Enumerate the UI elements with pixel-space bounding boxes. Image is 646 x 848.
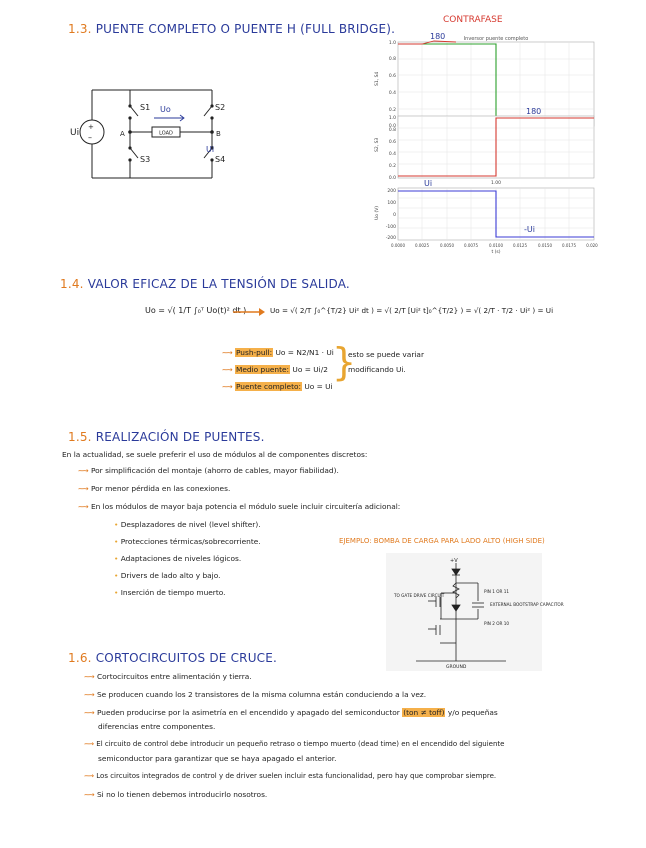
half-bridge-label: Medio puente: (235, 365, 290, 374)
ytick: -100 (385, 225, 396, 230)
ton-toff-highlight: (ton ≠ toff) (403, 708, 445, 717)
node-b: B (216, 130, 221, 138)
xtick: 0.0100 (489, 243, 503, 248)
ytick: 0.4 (388, 91, 396, 96)
ytick: 0.8 (388, 128, 396, 133)
plot-s2-s3 (374, 107, 594, 186)
push-pull-eq: Uo = N2/N1 · Ui (275, 348, 334, 357)
ylabel-2: S2, S3 (375, 137, 380, 152)
note-line-2: modificando Ui. (348, 365, 406, 374)
sub-bullet: • Desplazadores de nivel (level shifter). (114, 520, 261, 529)
s16-bullet-3-tail: y/o pequeñas (447, 708, 498, 717)
note-line-1: esto se puede variar (348, 350, 424, 359)
switch-s1 (130, 106, 138, 116)
heading-1-6-number: 1.6. (68, 651, 92, 665)
bootstrap-diagram (386, 553, 564, 671)
vcc-label: +V (450, 558, 458, 564)
s16-bullet-6-text: Si no lo tienen debemos introducirlo nosotros. (96, 790, 268, 799)
xlabel: t (s) (491, 250, 501, 255)
ytick: 1.0 (388, 41, 396, 46)
ytick: -200 (385, 236, 396, 241)
pin1-label: PIN 1 OR 11 (484, 589, 510, 594)
s16-bullet-6: ⟿ Si no lo tienen debemos introducirlo nosotros. (84, 790, 268, 799)
full-bridge-circuit (62, 70, 232, 200)
heading-1-5-number: 1.5. (68, 430, 92, 444)
plot-uo (374, 179, 598, 255)
s16-bullet-1: ⟿ Cortocircuitos entre alimentación y tierra. (84, 672, 252, 681)
uo-annotation: Uo (160, 105, 171, 114)
xtick: 0.0125 (513, 243, 527, 248)
ui-annotation: Ui (206, 145, 215, 154)
s16-bullet-3: ⟿ Pueden producirse por la asimetría en el encendido y apagado del semiconductor (ton ≠ toff) y/o pequeñas (84, 708, 498, 717)
xtick: 0.020 (586, 243, 598, 248)
sub-bullet-text: Desplazadores de nivel (level shifter). (120, 520, 261, 529)
s16-bullet-5: ⟿ Los circuitos integrados de control y de driver suelen incluir esta funcionalidad, pero hay que comprobar siempre. (84, 772, 497, 780)
heading-1-4-number: 1.4. (60, 277, 84, 291)
sub-bullet-text: Protecciones térmicas/sobrecorriente. (120, 537, 261, 546)
sub-bullet: • Inserción de tiempo muerto. (114, 588, 226, 597)
s15-bullet-1: ⟿ Por simplificación del montaje (ahorro de cables, mayor fiabilidad). (78, 466, 339, 475)
mid-tick: 1.00 (490, 181, 502, 186)
xtick: 0.0075 (464, 243, 478, 248)
brace-icon: } (332, 340, 357, 384)
switch-s3 (130, 148, 138, 158)
xtick: 0.0150 (538, 243, 552, 248)
full-bridge-eq: Uo = Ui (304, 382, 333, 391)
ytick: 0.0 (388, 124, 396, 129)
contrafase-label: CONTRAFASE (443, 15, 503, 25)
ytick: 0.0 (388, 176, 396, 181)
heading-1-4-title: VALOR EFICAZ DE LA TENSIÓN DE SALIDA. (87, 277, 350, 291)
result-half-bridge: ⟿ Medio puente: Uo = Ui/2 (222, 365, 328, 374)
s16-bullet-2: ⟿ Se producen cuando los 2 transistores de la misma columna están conduciendo a la vez. (84, 690, 427, 699)
result-push-pull: ⟿ Push-pull: Uo = N2/N1 · Ui (222, 348, 334, 357)
xtick: 0.0175 (562, 243, 576, 248)
heading-1-6-title: CORTOCIRCUITOS DE CRUCE. (95, 651, 278, 665)
half-bridge-eq: Uo = Ui/2 (292, 365, 328, 374)
plot-title: Inversor puente completo (463, 36, 529, 42)
label-s1: S1 (140, 103, 151, 112)
sub-bullet-text: Adaptaciones de niveles lógicos. (120, 554, 242, 563)
ytick: 1.0 (388, 116, 396, 121)
ytick: 0.8 (388, 57, 396, 62)
ytick: 0.4 (388, 152, 396, 157)
svg-text:–: – (88, 133, 92, 142)
label-s4: S4 (215, 155, 226, 164)
s16-bullet-3-cont: diferencias entre componentes. (98, 722, 216, 731)
s16-bullet-5-text: Los circuitos integrados de control y de driver suelen incluir esta funcionalidad, pero hay que comprobar siempre. (96, 772, 497, 780)
ylabel-3: Uo (V) (375, 205, 380, 220)
sub-bullet-text: Drivers de lado alto y bajo. (120, 571, 221, 580)
ext-cap-label: EXTERNAL BOOTSTRAP CAPACITOR (490, 602, 564, 607)
ytick: 200 (387, 189, 396, 194)
label-s3: S3 (140, 155, 151, 164)
node-a: A (120, 130, 125, 138)
xtick: 0.0025 (415, 243, 429, 248)
result-full-bridge: ⟿ Puente completo: Uo = Ui (222, 382, 333, 391)
switch-s2 (204, 106, 212, 116)
heading-1-5-title: REALIZACIÓN DE PUENTES. (95, 430, 265, 444)
label-minus-ui: -Ui (524, 225, 535, 234)
ytick: 0.6 (388, 140, 396, 145)
sub-bullet: • Adaptaciones de niveles lógicos. (114, 554, 242, 563)
s15-bullet-2-text: Por menor pérdida en las conexiones. (90, 484, 231, 493)
load-label: LOAD (159, 130, 173, 137)
s1-s4-trace (398, 44, 594, 124)
s15-intro: En la actualidad, se suele preferir el uso de módulos al de componentes discretos: (62, 450, 368, 459)
ytick: 100 (387, 201, 396, 206)
s15-bullet-3: ⟿ En los módulos de mayor baja potencia el módulo suele incluir circuitería adicional: (78, 502, 401, 511)
heading-1-3 (68, 22, 395, 36)
heading-1-4 (60, 277, 350, 291)
xtick: 0.0000 (391, 243, 405, 248)
label-s2: S2 (215, 103, 226, 112)
svg-text:+: + (88, 123, 94, 131)
xtick: 0.0050 (440, 243, 454, 248)
label-ui: Ui (424, 179, 433, 188)
s15-bullet-2: ⟿ Por menor pérdida en las conexiones. (78, 484, 231, 493)
heading-1-5 (68, 430, 265, 444)
gate-label: TO GATE DRIVE CIRCUIT (394, 593, 445, 598)
full-bridge-label: Puente completo: (235, 382, 301, 391)
label-180-mid: 180 (526, 107, 542, 116)
ground-label: GROUND (446, 665, 467, 670)
ui-label: Ui (70, 128, 80, 138)
ytick: 0.6 (388, 74, 396, 79)
ytick: 0 (393, 213, 396, 218)
s16-bullet-4-text: El circuito de control debe introducir un pequeño retraso o tiempo muerto (dead time) en el encendido del siguiente (96, 740, 505, 748)
sub-bullet: • Drivers de lado alto y bajo. (114, 571, 221, 580)
ytick: 0.2 (388, 164, 396, 169)
sub-bullet-text: Inserción de tiempo muerto. (120, 588, 226, 597)
heading-1-6 (68, 651, 277, 665)
rms-formula-right: Uo = √( 2/T ∫₀^{T/2} Ui² dt ) = √( 2/T [Ui² t]₀^{T/2} ) = √( 2/T · T/2 · Ui² ) = Ui (270, 306, 554, 315)
label-180-top: 180 (430, 32, 446, 41)
s15-bullet-3-text: En los módulos de mayor baja potencia el módulo suele incluir circuitería adicional: (90, 502, 401, 511)
s16-bullet-1-text: Cortocircuitos entre alimentación y tierra. (96, 672, 252, 681)
arrow-right-icon (232, 306, 266, 318)
ytick: 0.2 (388, 108, 396, 113)
sub-bullet: • Protecciones térmicas/sobrecorriente. (114, 537, 261, 546)
push-pull-label: Push-pull: (235, 348, 273, 357)
heading-1-3-number: 1.3. (68, 22, 92, 36)
s16-bullet-4-cont: semiconductor para garantizar que se haya apagado el anterior. (98, 754, 337, 763)
switching-plots (366, 28, 602, 254)
example-title: EJEMPLO: BOMBA DE CARGA PARA LADO ALTO (HIGH SIDE) (339, 537, 545, 545)
pin2-label: PIN 2 OR 10 (484, 621, 510, 626)
s16-bullet-2-text: Se producen cuando los 2 transistores de la misma columna están conduciendo a la vez. (96, 690, 427, 699)
rms-formula-left: Uo = √( 1/T ∫₀ᵀ Uo(t)² dt ) (145, 306, 247, 315)
heading-1-3-title: PUENTE COMPLETO O PUENTE H (FULL BRIDGE). (95, 22, 396, 36)
ylabel-1: S1, S4 (375, 71, 380, 86)
s15-bullet-1-text: Por simplificación del montaje (ahorro de cables, mayor fiabilidad). (90, 466, 339, 475)
s16-bullet-3-text: Pueden producirse por la asimetría en el encendido y apagado del semiconductor (96, 708, 400, 717)
s16-bullet-4: ⟿ El circuito de control debe introducir un pequeño retraso o tiempo muerto (dead time) en el encendido del siguiente (84, 740, 505, 748)
